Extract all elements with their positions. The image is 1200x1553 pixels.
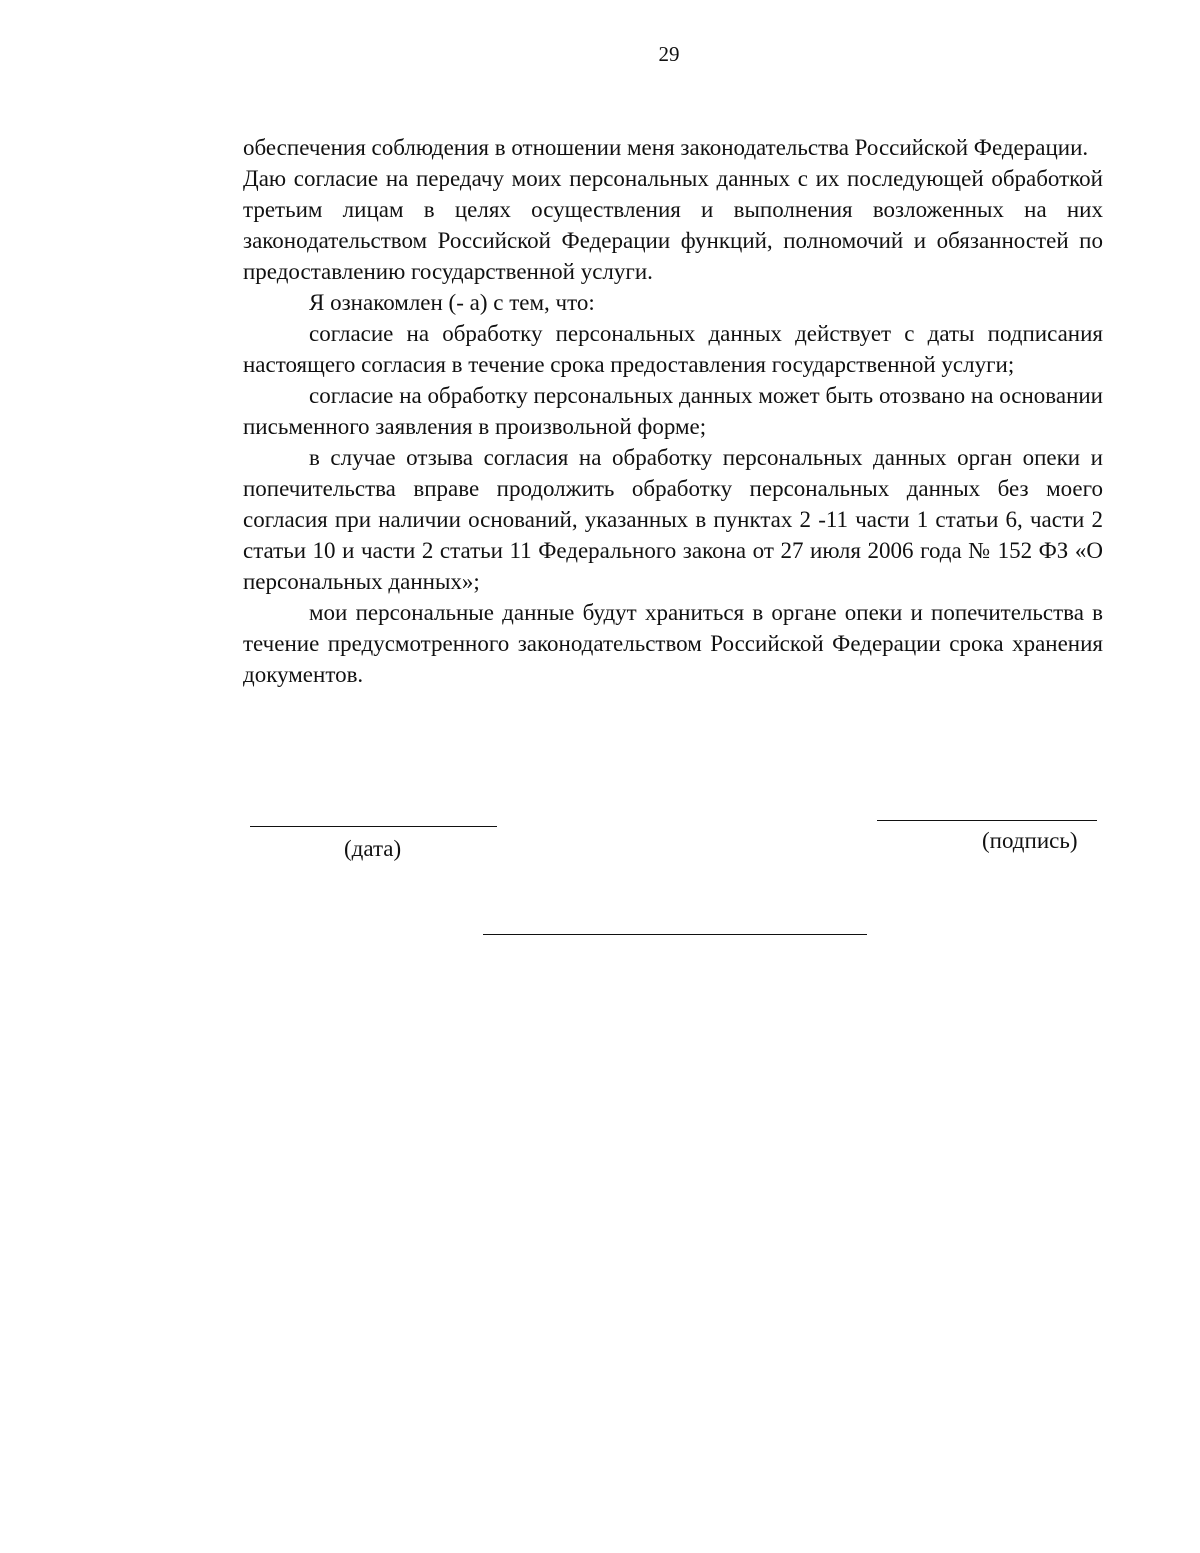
page-number: 29: [658, 42, 680, 66]
paragraph-consent-validity: согласие на обработку персональных данных действует с даты подписания настоящего согласия в течение срока предоставления государственной услуги;: [243, 321, 1103, 377]
signature-line: [877, 820, 1097, 821]
closing-divider-line: [483, 934, 867, 935]
paragraph-acknowledgement: Я ознакомлен (- а) с тем, что:: [309, 290, 595, 315]
paragraph-revocation-consequences: в случае отзыва согласия на обработку персональных данных орган опеки и попечительства вправе продолжить обработку персональных данных без моего согласия при наличии оснований, указанных в пунктах 2 -11 части 1 статьи 6, части 2 статьи 10 и части 2 статьи 11 Федерального закона от 27 июля 2006 года № 152 ФЗ «О персональных данных»;: [243, 445, 1103, 594]
paragraph-data-storage: мои персональные данные будут храниться в органе опеки и попечительства в течение предусмотренного законодательством Российской Федерации срока хранения документов.: [243, 600, 1103, 687]
signature-label: (подпись): [982, 828, 1078, 853]
consent-text-body: [243, 132, 1103, 690]
date-line: [250, 826, 497, 827]
paragraph-consent-transfer: Даю согласие на передачу моих персональных данных с их последующей обработкой третьим лицам в целях осуществления и выполнения возложенных на них законодательством Российской Федерации функций, полномочий и обязанностей по предоставлению государственной услуги.: [243, 166, 1103, 284]
paragraph-continuation: обеспечения соблюдения в отношении меня законодательства Российской Федерации.: [243, 135, 1089, 160]
paragraph-consent-revocation: согласие на обработку персональных данных может быть отозвано на основании письменного заявления в произвольной форме;: [243, 383, 1103, 439]
date-label: (дата): [344, 836, 402, 861]
